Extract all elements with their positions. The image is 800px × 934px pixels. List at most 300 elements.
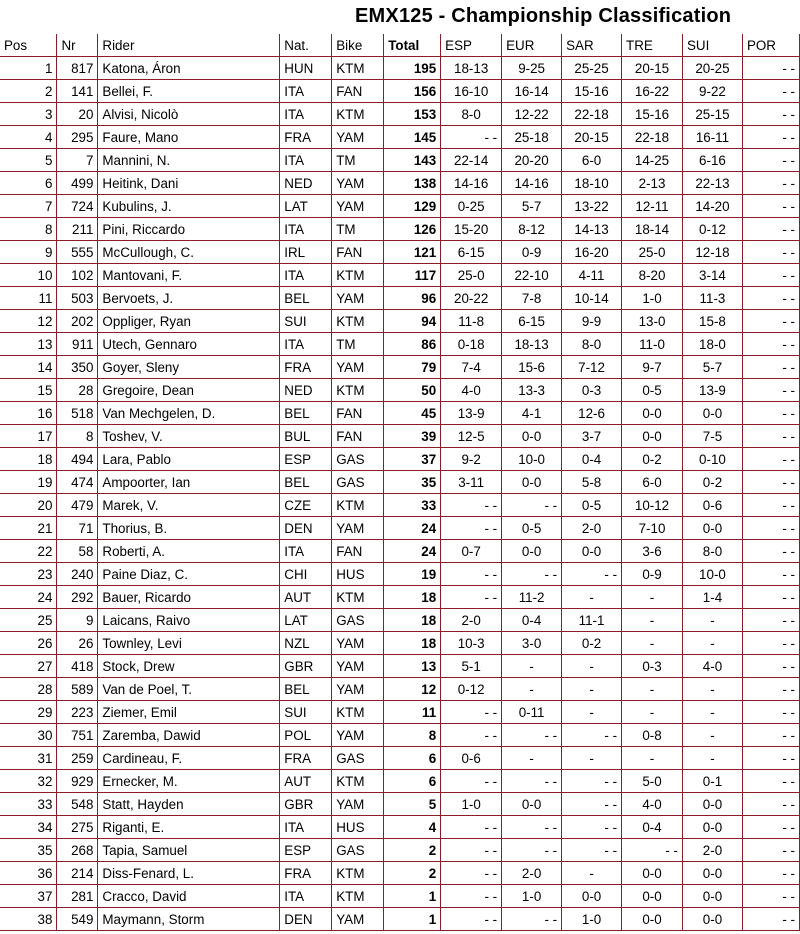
por-cell: - - [742, 310, 799, 333]
eur-cell: 18-13 [502, 333, 562, 356]
sui-cell: 8-0 [682, 540, 742, 563]
header-bike: Bike [332, 34, 384, 57]
esp-cell: - - [441, 816, 502, 839]
pos-cell: 9 [0, 241, 57, 264]
esp-cell: 3-11 [441, 471, 502, 494]
rider-cell: Diss-Fenard, L. [98, 862, 280, 885]
pos-cell: 18 [0, 448, 57, 471]
total-cell: 6 [384, 770, 441, 793]
sui-cell: 4-0 [682, 655, 742, 678]
pos-cell: 20 [0, 494, 57, 517]
esp-cell: - - [441, 563, 502, 586]
eur-cell: 0-0 [502, 471, 562, 494]
table-row [0, 655, 800, 678]
nat-cell: LAT [280, 195, 332, 218]
table-row [0, 402, 800, 425]
pos-cell: 2 [0, 80, 57, 103]
rider-cell: Laicans, Raivo [98, 609, 280, 632]
sui-cell: - [682, 632, 742, 655]
total-cell: 11 [384, 701, 441, 724]
header-total: Total [384, 34, 441, 57]
table-body [0, 57, 800, 931]
rider-cell: Maymann, Storm [98, 908, 280, 931]
rider-cell: Bauer, Ricardo [98, 586, 280, 609]
nr-cell: 549 [57, 908, 98, 931]
esp-cell: 4-0 [441, 379, 502, 402]
sar-cell: 15-16 [562, 80, 622, 103]
tre-cell: 0-0 [622, 885, 683, 908]
total-cell: 79 [384, 356, 441, 379]
bike-cell: FAN [332, 425, 384, 448]
tre-cell: 6-0 [622, 471, 683, 494]
bike-cell: YAM [332, 724, 384, 747]
sui-cell: 22-13 [682, 172, 742, 195]
sar-cell: 0-2 [562, 632, 622, 655]
eur-cell: 20-20 [502, 149, 562, 172]
pos-cell: 25 [0, 609, 57, 632]
sui-cell: 0-0 [682, 517, 742, 540]
eur-cell: 10-0 [502, 448, 562, 471]
nr-cell: 503 [57, 287, 98, 310]
por-cell: - - [742, 218, 799, 241]
eur-cell: 13-3 [502, 379, 562, 402]
bike-cell: GAS [332, 839, 384, 862]
por-cell: - - [742, 494, 799, 517]
nat-cell: FRA [280, 747, 332, 770]
nr-cell: 589 [57, 678, 98, 701]
nr-cell: 28 [57, 379, 98, 402]
eur-cell: 14-16 [502, 172, 562, 195]
sui-cell: 0-12 [682, 218, 742, 241]
nat-cell: CZE [280, 494, 332, 517]
bike-cell: GAS [332, 471, 384, 494]
bike-cell: FAN [332, 402, 384, 425]
sar-cell: 8-0 [562, 333, 622, 356]
table-row [0, 747, 800, 770]
eur-cell: 15-6 [502, 356, 562, 379]
esp-cell: - - [441, 862, 502, 885]
total-cell: 13 [384, 655, 441, 678]
por-cell: - - [742, 540, 799, 563]
sui-cell: 1-4 [682, 586, 742, 609]
nr-cell: 141 [57, 80, 98, 103]
total-cell: 18 [384, 586, 441, 609]
sar-cell: - - [562, 839, 622, 862]
nr-cell: 7 [57, 149, 98, 172]
table-row [0, 333, 800, 356]
nat-cell: BUL [280, 425, 332, 448]
rider-cell: Pini, Riccardo [98, 218, 280, 241]
eur-cell: 2-0 [502, 862, 562, 885]
eur-cell: - [502, 747, 562, 770]
eur-cell: 7-8 [502, 287, 562, 310]
sui-cell: 0-0 [682, 885, 742, 908]
eur-cell: 12-22 [502, 103, 562, 126]
sar-cell: - [562, 747, 622, 770]
esp-cell: - - [441, 724, 502, 747]
nat-cell: ITA [280, 333, 332, 356]
bike-cell: KTM [332, 379, 384, 402]
pos-cell: 34 [0, 816, 57, 839]
pos-cell: 22 [0, 540, 57, 563]
esp-cell: 22-14 [441, 149, 502, 172]
pos-cell: 17 [0, 425, 57, 448]
eur-cell: - - [502, 724, 562, 747]
pos-cell: 23 [0, 563, 57, 586]
por-cell: - - [742, 908, 799, 931]
bike-cell: YAM [332, 678, 384, 701]
eur-cell: - - [502, 494, 562, 517]
eur-cell: 0-5 [502, 517, 562, 540]
nat-cell: AUT [280, 586, 332, 609]
eur-cell: 3-0 [502, 632, 562, 655]
pos-cell: 8 [0, 218, 57, 241]
eur-cell: - - [502, 816, 562, 839]
table-row [0, 425, 800, 448]
pos-cell: 27 [0, 655, 57, 678]
sui-cell: 0-2 [682, 471, 742, 494]
total-cell: 18 [384, 609, 441, 632]
rider-cell: Statt, Hayden [98, 793, 280, 816]
rider-cell: Paine Diaz, C. [98, 563, 280, 586]
por-cell: - - [742, 678, 799, 701]
sar-cell: - [562, 655, 622, 678]
nat-cell: FRA [280, 356, 332, 379]
sar-cell: 3-7 [562, 425, 622, 448]
bike-cell: KTM [332, 770, 384, 793]
tre-cell: - [622, 632, 683, 655]
nat-cell: FRA [280, 862, 332, 885]
esp-cell: - - [441, 839, 502, 862]
table-row [0, 724, 800, 747]
rider-cell: Townley, Levi [98, 632, 280, 655]
total-cell: 138 [384, 172, 441, 195]
table-row [0, 793, 800, 816]
eur-cell: 22-10 [502, 264, 562, 287]
sar-cell: - - [562, 816, 622, 839]
nat-cell: ESP [280, 839, 332, 862]
total-cell: 4 [384, 816, 441, 839]
bike-cell: GAS [332, 609, 384, 632]
header-por: POR [742, 34, 799, 57]
bike-cell: FAN [332, 540, 384, 563]
bike-cell: FAN [332, 80, 384, 103]
bike-cell: GAS [332, 747, 384, 770]
rider-cell: Ampoorter, Ian [98, 471, 280, 494]
nat-cell: ITA [280, 264, 332, 287]
nat-cell: CHI [280, 563, 332, 586]
esp-cell: 8-0 [441, 103, 502, 126]
sar-cell: 18-10 [562, 172, 622, 195]
esp-cell: - - [441, 494, 502, 517]
nat-cell: LAT [280, 609, 332, 632]
nr-cell: 292 [57, 586, 98, 609]
por-cell: - - [742, 471, 799, 494]
nat-cell: ITA [280, 80, 332, 103]
bike-cell: KTM [332, 701, 384, 724]
classification-table [0, 34, 800, 931]
sar-cell: 0-4 [562, 448, 622, 471]
tre-cell: 8-20 [622, 264, 683, 287]
page-title: EMX125 - Championship Classification [355, 5, 732, 27]
table-row [0, 885, 800, 908]
pos-cell: 19 [0, 471, 57, 494]
eur-cell: 0-9 [502, 241, 562, 264]
tre-cell: 11-0 [622, 333, 683, 356]
nat-cell: ITA [280, 149, 332, 172]
nat-cell: AUT [280, 770, 332, 793]
tre-cell: 0-0 [622, 908, 683, 931]
sui-cell: 0-10 [682, 448, 742, 471]
header-tre: TRE [622, 34, 683, 57]
bike-cell: HUS [332, 816, 384, 839]
sar-cell: 22-18 [562, 103, 622, 126]
bike-cell: KTM [332, 103, 384, 126]
esp-cell: 0-18 [441, 333, 502, 356]
nr-cell: 724 [57, 195, 98, 218]
rider-cell: Thorius, B. [98, 517, 280, 540]
pos-cell: 10 [0, 264, 57, 287]
nat-cell: ITA [280, 816, 332, 839]
table-row [0, 379, 800, 402]
nr-cell: 350 [57, 356, 98, 379]
nat-cell: IRL [280, 241, 332, 264]
nat-cell: BEL [280, 678, 332, 701]
esp-cell: 5-1 [441, 655, 502, 678]
por-cell: - - [742, 448, 799, 471]
eur-cell: 1-0 [502, 885, 562, 908]
esp-cell: 1-0 [441, 793, 502, 816]
bike-cell: FAN [332, 241, 384, 264]
eur-cell: - [502, 678, 562, 701]
sar-cell: 6-0 [562, 149, 622, 172]
pos-cell: 5 [0, 149, 57, 172]
tre-cell: 3-6 [622, 540, 683, 563]
sar-cell: 10-14 [562, 287, 622, 310]
table-row [0, 471, 800, 494]
sar-cell: - [562, 586, 622, 609]
tre-cell: 0-9 [622, 563, 683, 586]
nat-cell: HUN [280, 57, 332, 80]
nr-cell: 223 [57, 701, 98, 724]
total-cell: 24 [384, 517, 441, 540]
pos-cell: 11 [0, 287, 57, 310]
rider-cell: Marek, V. [98, 494, 280, 517]
total-cell: 195 [384, 57, 441, 80]
tre-cell: 10-12 [622, 494, 683, 517]
tre-cell: 25-0 [622, 241, 683, 264]
total-cell: 143 [384, 149, 441, 172]
total-cell: 45 [384, 402, 441, 425]
table-row [0, 218, 800, 241]
por-cell: - - [742, 839, 799, 862]
por-cell: - - [742, 149, 799, 172]
por-cell: - - [742, 172, 799, 195]
sar-cell: 13-22 [562, 195, 622, 218]
total-cell: 94 [384, 310, 441, 333]
nat-cell: DEN [280, 908, 332, 931]
sar-cell: - - [562, 770, 622, 793]
eur-cell: 16-14 [502, 80, 562, 103]
total-cell: 96 [384, 287, 441, 310]
tre-cell: 13-0 [622, 310, 683, 333]
pos-cell: 12 [0, 310, 57, 333]
por-cell: - - [742, 287, 799, 310]
sar-cell: 11-1 [562, 609, 622, 632]
bike-cell: TM [332, 333, 384, 356]
esp-cell: 13-9 [441, 402, 502, 425]
por-cell: - - [742, 80, 799, 103]
total-cell: 50 [384, 379, 441, 402]
header-esp: ESP [441, 34, 502, 57]
eur-cell: - - [502, 908, 562, 931]
nr-cell: 929 [57, 770, 98, 793]
tre-cell: 20-15 [622, 57, 683, 80]
nr-cell: 499 [57, 172, 98, 195]
rider-cell: Toshev, V. [98, 425, 280, 448]
eur-cell: 4-1 [502, 402, 562, 425]
sar-cell: 2-0 [562, 517, 622, 540]
nat-cell: GBR [280, 655, 332, 678]
nat-cell: ITA [280, 218, 332, 241]
header-rider: Rider [98, 34, 280, 57]
rider-cell: Van Mechgelen, D. [98, 402, 280, 425]
bike-cell: YAM [332, 655, 384, 678]
sui-cell: 20-25 [682, 57, 742, 80]
table-row [0, 172, 800, 195]
rider-cell: Tapia, Samuel [98, 839, 280, 862]
esp-cell: 9-2 [441, 448, 502, 471]
sui-cell: 0-0 [682, 402, 742, 425]
table-row [0, 816, 800, 839]
tre-cell: 2-13 [622, 172, 683, 195]
header-nat: Nat. [280, 34, 332, 57]
tre-cell: 22-18 [622, 126, 683, 149]
nr-cell: 281 [57, 885, 98, 908]
esp-cell: 14-16 [441, 172, 502, 195]
header-pos: Pos [0, 34, 57, 57]
por-cell: - - [742, 195, 799, 218]
tre-cell: 0-3 [622, 655, 683, 678]
sar-cell: 14-13 [562, 218, 622, 241]
total-cell: 8 [384, 724, 441, 747]
eur-cell: - - [502, 563, 562, 586]
bike-cell: KTM [332, 310, 384, 333]
sui-cell: 0-6 [682, 494, 742, 517]
sar-cell: 4-11 [562, 264, 622, 287]
esp-cell: 11-8 [441, 310, 502, 333]
nr-cell: 418 [57, 655, 98, 678]
nr-cell: 275 [57, 816, 98, 839]
sui-cell: - [682, 724, 742, 747]
table-row [0, 448, 800, 471]
tre-cell: 7-10 [622, 517, 683, 540]
total-cell: 1 [384, 908, 441, 931]
table-row [0, 678, 800, 701]
table-row [0, 195, 800, 218]
tre-cell: - [622, 701, 683, 724]
esp-cell: 15-20 [441, 218, 502, 241]
eur-cell: - - [502, 839, 562, 862]
nat-cell: POL [280, 724, 332, 747]
rider-cell: Gregoire, Dean [98, 379, 280, 402]
sui-cell: - [682, 609, 742, 632]
sui-cell: 16-11 [682, 126, 742, 149]
nr-cell: 20 [57, 103, 98, 126]
nr-cell: 214 [57, 862, 98, 885]
total-cell: 2 [384, 862, 441, 885]
table-row [0, 908, 800, 931]
por-cell: - - [742, 793, 799, 816]
nat-cell: BEL [280, 402, 332, 425]
sui-cell: 9-22 [682, 80, 742, 103]
eur-cell: 0-0 [502, 425, 562, 448]
nr-cell: 751 [57, 724, 98, 747]
pos-cell: 3 [0, 103, 57, 126]
tre-cell: 18-14 [622, 218, 683, 241]
sui-cell: - [682, 747, 742, 770]
rider-cell: Stock, Drew [98, 655, 280, 678]
pos-cell: 4 [0, 126, 57, 149]
sui-cell: 12-18 [682, 241, 742, 264]
total-cell: 1 [384, 885, 441, 908]
sar-cell: 0-0 [562, 540, 622, 563]
table-row [0, 770, 800, 793]
table-row [0, 126, 800, 149]
por-cell: - - [742, 885, 799, 908]
pos-cell: 1 [0, 57, 57, 80]
header-nr: Nr [57, 34, 98, 57]
table-row [0, 287, 800, 310]
por-cell: - - [742, 356, 799, 379]
total-cell: 156 [384, 80, 441, 103]
esp-cell: 0-6 [441, 747, 502, 770]
bike-cell: YAM [332, 908, 384, 931]
sar-cell: - [562, 678, 622, 701]
esp-cell: 25-0 [441, 264, 502, 287]
por-cell: - - [742, 586, 799, 609]
rider-cell: Oppliger, Ryan [98, 310, 280, 333]
nr-cell: 9 [57, 609, 98, 632]
total-cell: 5 [384, 793, 441, 816]
sui-cell: 13-9 [682, 379, 742, 402]
rider-cell: Mannini, N. [98, 149, 280, 172]
sui-cell: 15-8 [682, 310, 742, 333]
nr-cell: 555 [57, 241, 98, 264]
pos-cell: 16 [0, 402, 57, 425]
nr-cell: 548 [57, 793, 98, 816]
sui-cell: 18-0 [682, 333, 742, 356]
table-row [0, 310, 800, 333]
tre-cell: 0-0 [622, 862, 683, 885]
tre-cell: 0-0 [622, 402, 683, 425]
rider-cell: Van de Poel, T. [98, 678, 280, 701]
esp-cell: 18-13 [441, 57, 502, 80]
bike-cell: GAS [332, 448, 384, 471]
total-cell: 153 [384, 103, 441, 126]
total-cell: 121 [384, 241, 441, 264]
tre-cell: - [622, 678, 683, 701]
eur-cell: - [502, 655, 562, 678]
table-row [0, 517, 800, 540]
pos-cell: 13 [0, 333, 57, 356]
nr-cell: 58 [57, 540, 98, 563]
rider-cell: Mantovani, F. [98, 264, 280, 287]
por-cell: - - [742, 425, 799, 448]
nr-cell: 211 [57, 218, 98, 241]
bike-cell: TM [332, 218, 384, 241]
nr-cell: 268 [57, 839, 98, 862]
